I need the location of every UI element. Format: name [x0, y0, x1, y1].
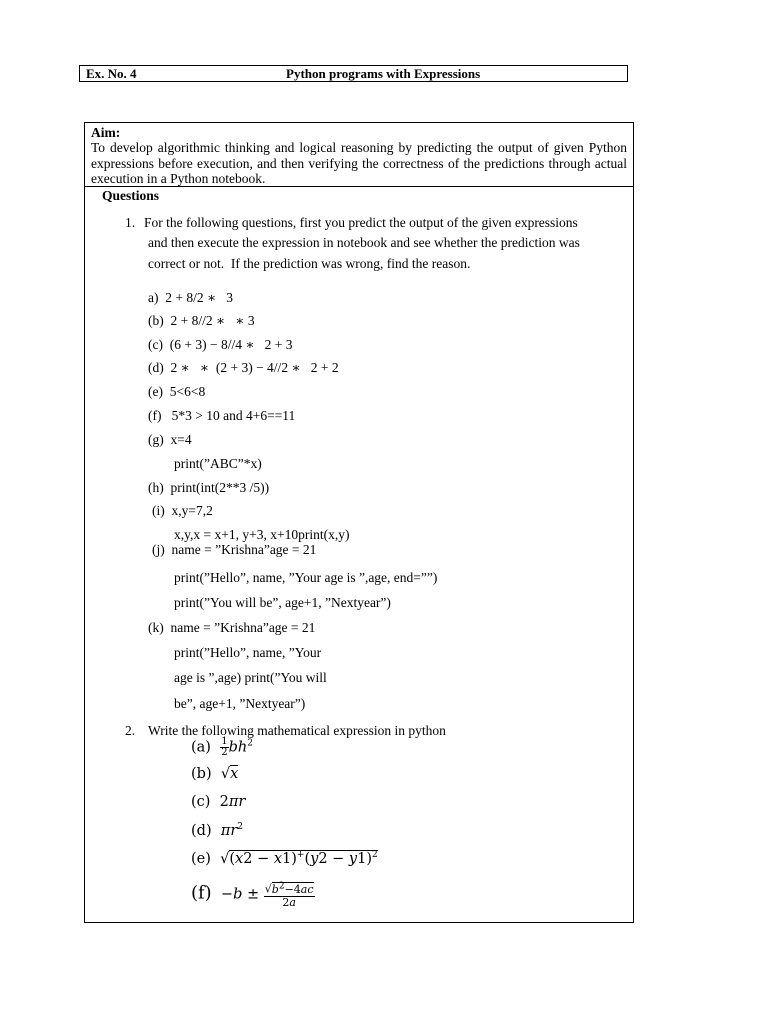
q2-label-b: (b): [191, 766, 212, 782]
content-box: [84, 122, 634, 923]
q2-expr-f: (f) −b ± $\frac{√b^2-4ac}{2a}$: [191, 881, 314, 909]
q1-intro-line-2: and then execute the expression in notebook and see whether the prediction was: [148, 235, 580, 250]
q1-item-j-line-3: print(”You will be”, age+1, ”Nextyear”): [174, 595, 391, 610]
q1-item-j-line-2: print(”Hello”, name, ”Your age is ”,age, end=””): [174, 570, 438, 585]
q1-item-k: (k) name = ”Krishna”age = 21: [148, 620, 316, 635]
quadratic-fraction: $\frac{√b^2-4ac}{2a}$: [264, 881, 314, 909]
q1-item-g: (g) x=4: [148, 432, 192, 447]
q2-label-c: (c): [191, 794, 211, 810]
q2-expr-e: (e) $√(x2 - x1)^+(y2 - y1)^2$: [191, 850, 378, 867]
q1-item-b: (b) 2 + 8//2 ∗ ∗ 3: [148, 313, 255, 328]
q2-expr-d: (d) $\pi r^2$: [191, 822, 244, 839]
aim-text: To develop algorithmic thinking and logical reasoning by predicting the output of given Python expressions before execution, and then verifying the correctness of the predictions through actual execution in a Python notebook.: [91, 140, 627, 186]
q1-number: 1.: [125, 215, 136, 230]
q1-item-f: (f) 5*3 > 10 and 4+6==11: [148, 408, 296, 423]
exercise-title: Python programs with Expressions: [286, 66, 481, 81]
q1-item-e: (e) 5<6<8: [148, 384, 206, 399]
exercise-number: Ex. No. 4: [86, 66, 137, 81]
q2-label-a: (a): [191, 739, 211, 756]
q1-item-k-line-2: print(”Hello”, name, ”Your: [174, 645, 322, 660]
q1-item-j: (j) name = ”Krishna”age = 21: [152, 542, 317, 557]
q2-label-d: (d): [191, 822, 212, 839]
q1-item-i-line-2: x,y,x = x+1, y+3, x+10print(x,y): [174, 527, 350, 542]
q1-intro-line-1: For the following questions, first you predict the output of the given expressions: [144, 215, 578, 230]
q1-item-k-line-4: be”, age+1, ”Nextyear”): [174, 696, 306, 711]
q2-number: 2.: [125, 723, 136, 738]
fraction-one-half: $\frac{1}{2}$: [221, 736, 228, 758]
q1-item-a: a) 2 + 8/2 ∗ 3: [148, 290, 234, 305]
q2-intro: Write the following mathematical expression in python: [148, 723, 446, 738]
q2-expr-b: (b) √x: [191, 766, 239, 782]
aim-divider: [85, 186, 633, 187]
q1-item-k-line-3: age is ”,age) print(”You will: [174, 670, 327, 685]
q1-item-i: (i) x,y=7,2: [152, 503, 213, 518]
questions-title: Questions: [102, 188, 160, 203]
exercise-header: [79, 65, 628, 82]
q2-expr-a: (a) $\frac{1}{2}$ $bh^2$: [191, 736, 253, 758]
q1-item-d: (d) 2 ∗ ∗ (2 + 3) − 4//2 ∗ 2 + 2: [148, 360, 339, 375]
aim-label: Aim:: [91, 125, 121, 140]
q2-label-e: (e): [191, 850, 211, 867]
q1-item-g-line-2: print(”ABC”*x): [174, 456, 262, 471]
q2-label-f: (f): [191, 882, 212, 904]
q1-item-c: (c) (6 + 3) − 8//4 ∗ 2 + 3: [148, 337, 293, 352]
q1-item-h: (h) print(int(2**3 /5)): [148, 480, 270, 495]
q2-expr-c: (c) 2πr: [191, 794, 246, 810]
q1-intro-line-3: correct or not. If the prediction was wrong, find the reason.: [148, 256, 471, 271]
